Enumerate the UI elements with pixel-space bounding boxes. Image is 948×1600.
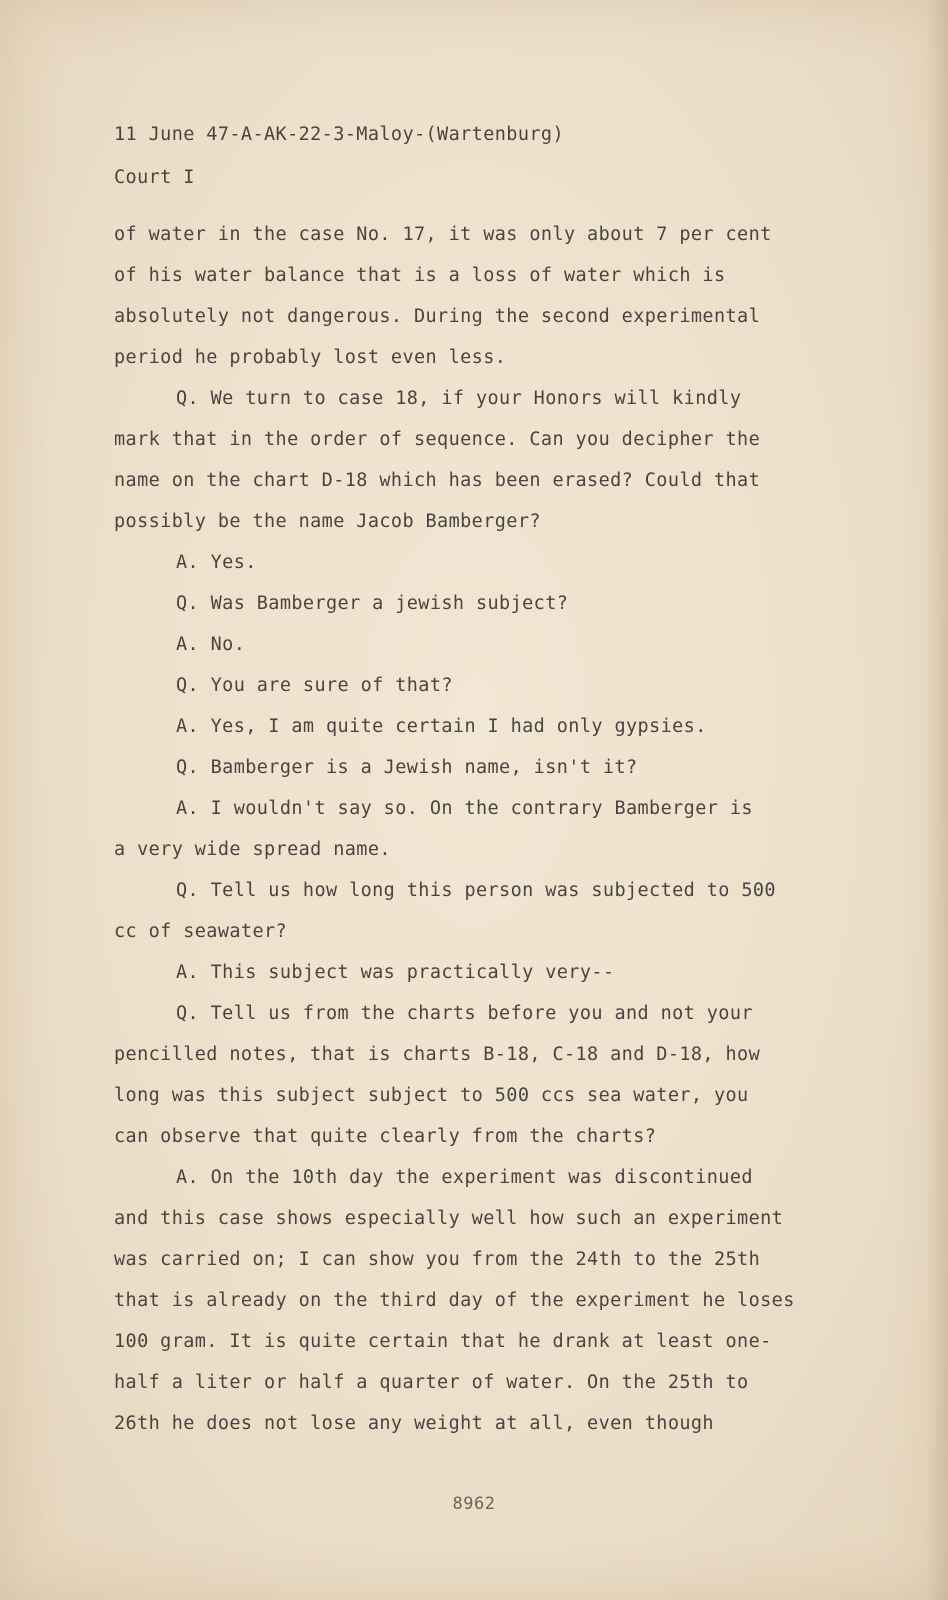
transcript-line: absolutely not dangerous. During the second experimental	[114, 306, 761, 327]
transcript-line: of water in the case No. 17, it was only about 7 per cent	[114, 224, 772, 245]
page-edge-shadow	[926, 0, 948, 1600]
transcript-line: that is already on the third day of the experiment he loses	[114, 1290, 795, 1311]
transcript-line: A. I wouldn't say so. On the contrary Bamberger is	[176, 798, 753, 819]
transcript-line: pencilled notes, that is charts B-18, C-18 and D-18, how	[114, 1044, 761, 1065]
transcript-line: Q. Tell us from the charts before you and not your	[176, 1003, 753, 1024]
transcript-line: can observe that quite clearly from the charts?	[114, 1126, 657, 1147]
transcript-line: Q. We turn to case 18, if your Honors will kindly	[176, 388, 742, 409]
transcript-line: Q. You are sure of that?	[176, 675, 453, 696]
transcript-line: A. On the 10th day the experiment was discontinued	[176, 1167, 753, 1188]
transcript-line: A. No.	[176, 634, 246, 655]
transcript-line: 100 gram. It is quite certain that he drank at least one-	[114, 1331, 772, 1352]
transcript-line: A. Yes.	[176, 552, 257, 573]
transcript-line: mark that in the order of sequence. Can you decipher the	[114, 429, 761, 450]
transcript-line: cc of seawater?	[114, 921, 288, 942]
transcript-line: and this case shows especially well how such an experiment	[114, 1208, 784, 1229]
header-court-line: Court I	[114, 167, 195, 188]
transcript-line: Q. Tell us how long this person was subjected to 500	[176, 880, 776, 901]
transcript-line: of his water balance that is a loss of water which is	[114, 265, 726, 286]
transcript-line: half a liter or half a quarter of water. On the 25th to	[114, 1372, 749, 1393]
transcript-line: possibly be the name Jacob Bamberger?	[114, 511, 541, 532]
transcript-line: a very wide spread name.	[114, 839, 391, 860]
transcript-line: 26th he does not lose any weight at all, even though	[114, 1413, 714, 1434]
transcript-line: long was this subject subject to 500 ccs sea water, you	[114, 1085, 749, 1106]
transcript-line: Q. Was Bamberger a jewish subject?	[176, 593, 569, 614]
page-number: 8962	[452, 1494, 496, 1514]
header-reference-line: 11 June 47-A-AK-22-3-Maloy-(Wartenburg)	[114, 124, 564, 145]
transcript-line: name on the chart D-18 which has been erased? Could that	[114, 470, 761, 491]
transcript-line: A. Yes, I am quite certain I had only gypsies.	[176, 716, 707, 737]
transcript-line: A. This subject was practically very--	[176, 962, 615, 983]
transcript-line: was carried on; I can show you from the 24th to the 25th	[114, 1249, 761, 1270]
transcript-line: period he probably lost even less.	[114, 347, 507, 368]
transcript-line: Q. Bamberger is a Jewish name, isn't it?	[176, 757, 638, 778]
